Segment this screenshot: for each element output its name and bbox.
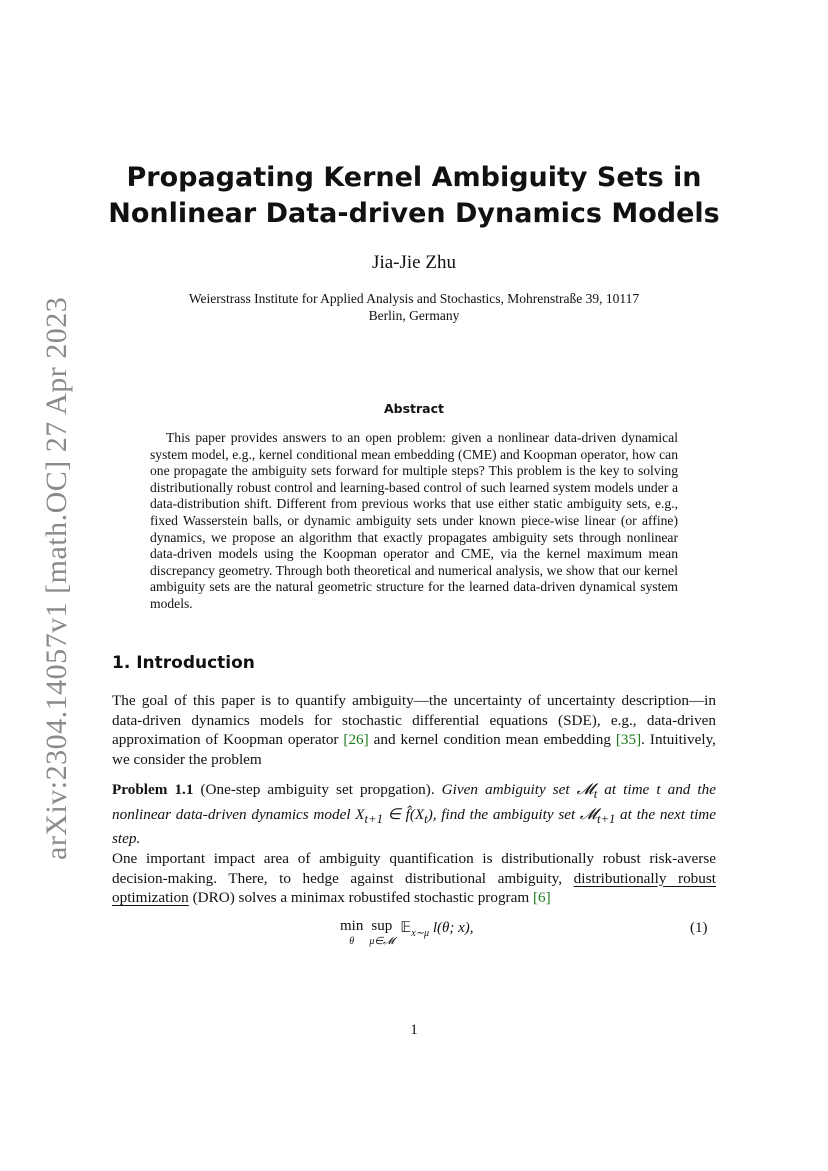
impact-text-a: One important impact area of ambiguity quantification is distributionally robust risk-averse decision-making. There, to hedge against distributional ambiguity, [112,850,716,887]
problem-name: (One-step ambiguity set propgation). [193,781,435,798]
paper-title [0,160,828,232]
problem-text-a: Given ambiguity set [434,781,577,798]
abstract-text: This paper provides answers to an open problem: given a nonlinear data-driven dynamical system model, e.g., kernel conditional mean embedding (CME) and Koopman operator, how can one propagate the ambiguity sets forward for multiple steps? This problem is the key to solving distributionally robust control and learning-based control of such learned system models under a data-distribution shift. Different from previous works that use either static ambiguity sets, e.g., fixed Wasserstein balls, or dynamic ambiguity sets under known piece-wise linear (or affine) dynamics, we propose an algorithm that exactly propagates ambiguity sets through nonlinear data-driven models using the Koopman operator and CME, via the kernel maximum mean discrepancy geometry. Through both theoretical and numerical analysis, we show that our kernel ambiguity sets are the natural geometric structure for the learned data-driven dynamical system models. [150,430,678,611]
eq-sup-operator [369,918,394,947]
problem-text-c: ∈ f̂(X [382,805,425,823]
problem-symbol-M: 𝓜 [576,781,594,798]
intro-text-b: and kernel condition mean embedding [368,731,616,748]
equation-number: (1) [690,920,708,936]
intro-text-a: The goal of this paper is to quantify ambiguity—the uncertainty of uncertainty description—in data-driven dynamics models for stochastic differential equations (SDE), e.g., data-driven approximation of Koopman operator [112,692,716,748]
affiliation-line-2: Berlin, Germany [368,308,460,323]
equation-1 [340,918,474,947]
problem-sub-t2: t [424,811,428,826]
eq-sup-text: sup [371,918,393,934]
abstract-heading: Abstract [383,401,445,416]
problem-statement [112,780,716,849]
problem-sub-t: t [593,787,598,802]
problem-text-b: at time t and the nonlinear data-driven dynamics model X [112,781,716,823]
title-line-1: Propagating Kernel Ambiguity Sets in [126,162,702,193]
dro-link[interactable]: distributionally robust optimization [112,869,716,906]
eq-sup-subscript: μ∈𝓜 [369,936,395,947]
eq-loss: l(θ; x), [429,920,474,936]
eq-min-subscript: θ [349,936,355,947]
eq-expectation: 𝔼 [400,920,412,936]
citation-link-35[interactable]: [35] [615,731,642,748]
problem-label: Problem 1.1 [112,781,194,798]
problem-sub-t1: t+1 [364,811,383,826]
problem-text-e: at the next time step. [112,805,717,848]
arxiv-identifier-stamp: arXiv:2304.14057v1 [math.OC] 27 Apr 2023 [40,296,73,860]
eq-min-operator [340,918,363,947]
impact-paragraph [112,849,716,908]
title-line-2: Nonlinear Data-driven Dynamics Models [108,198,720,229]
page-number: 1 [410,1022,418,1038]
affiliation-line-1: Weierstrass Institute for Applied Analysis and Stochastics, Mohrenstraße 39, 10117 [188,291,640,306]
impact-text-b: (DRO) solves a minimax robustifed stochastic program [188,889,533,906]
affiliation [140,290,688,324]
citation-link-6[interactable]: [6] [532,889,551,906]
intro-text-c: . Intuitively, we consider the problem [112,731,716,768]
eq-min-text: min [340,918,364,934]
section-heading-introduction: 1. Introduction [112,653,255,673]
eq-expectation-sub: x∼μ [411,928,430,939]
problem-text-d: ), find the ambiguity set 𝓜 [427,805,597,823]
citation-link-26[interactable]: [26] [343,731,369,748]
intro-paragraph [112,691,716,769]
author-name: Jia-Jie Zhu [372,252,456,273]
problem-sub-t3: t+1 [596,811,616,826]
